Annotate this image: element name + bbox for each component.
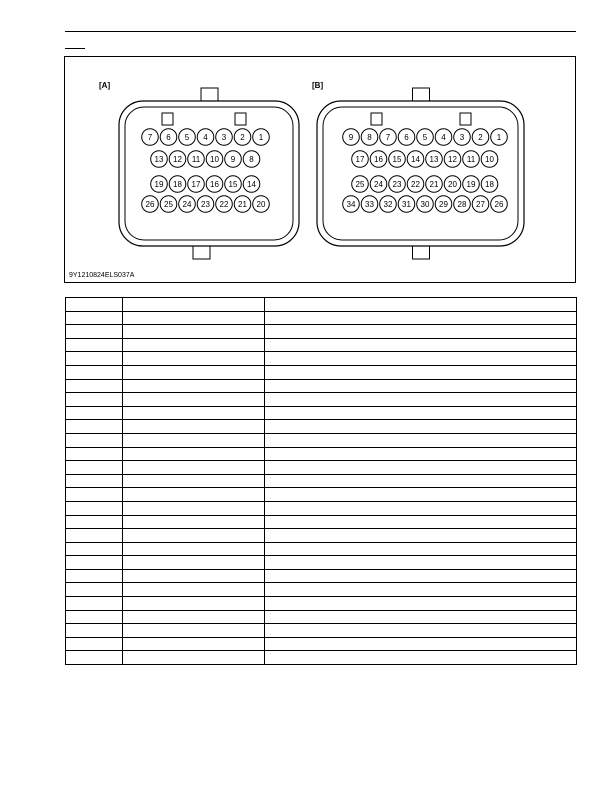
- table-cell: [123, 433, 265, 447]
- connector-a-pin-number: 11: [191, 155, 201, 164]
- table-row: [66, 447, 577, 461]
- connector-b-pin-number: 31: [402, 200, 411, 209]
- table-cell: [66, 406, 123, 420]
- connector-b-pin-number: 18: [485, 180, 494, 189]
- connector-a-pin-number: 12: [173, 155, 182, 164]
- connector-b-pin-number: 22: [411, 180, 420, 189]
- table-cell: [265, 298, 577, 312]
- connector-b-pin-number: 4: [441, 133, 446, 142]
- connector-a-pin-number: 26: [145, 200, 155, 209]
- table-cell: [66, 474, 123, 488]
- table-cell: [123, 352, 265, 366]
- table-cell: [66, 488, 123, 502]
- table-cell: [66, 651, 123, 665]
- table-row: [66, 352, 577, 366]
- table-row: [66, 515, 577, 529]
- connector-b-pin-number: 27: [476, 200, 485, 209]
- table-row: [66, 501, 577, 515]
- table-cell: [265, 406, 577, 420]
- table-row: [66, 420, 577, 434]
- table-cell: [123, 597, 265, 611]
- table-cell: [66, 637, 123, 651]
- table-cell: [66, 338, 123, 352]
- connector-b-pin-number: 34: [346, 200, 356, 209]
- table-cell: [66, 556, 123, 570]
- table-cell: [265, 461, 577, 475]
- connector-b-pin-number: 30: [420, 200, 430, 209]
- connector-b-top-latch: [413, 88, 430, 101]
- table-cell: [123, 637, 265, 651]
- connector-a-pin-number: 25: [164, 200, 173, 209]
- table-cell: [265, 488, 577, 502]
- table-cell: [66, 597, 123, 611]
- table-row: [66, 488, 577, 502]
- connector-a-key: [162, 113, 173, 125]
- table-cell: [66, 433, 123, 447]
- connector-a-pin-number: 8: [249, 155, 254, 164]
- table-cell: [66, 420, 123, 434]
- connector-b-pin-number: 15: [392, 155, 402, 164]
- connector-a-pin-number: 21: [238, 200, 247, 209]
- table-row: [66, 651, 577, 665]
- table-cell: [265, 447, 577, 461]
- connector-a-pin-number: 16: [210, 180, 219, 189]
- connector-b-pin-number: 11: [466, 155, 476, 164]
- table-cell: [265, 393, 577, 407]
- table-cell: [66, 352, 123, 366]
- table-cell: [66, 569, 123, 583]
- table-row: [66, 393, 577, 407]
- table-cell: [66, 379, 123, 393]
- table-cell: [265, 637, 577, 651]
- table-cell: [66, 610, 123, 624]
- connector-a-housing-outer: [119, 101, 299, 246]
- table-cell: [66, 501, 123, 515]
- table-cell: [265, 311, 577, 325]
- table-cell: [123, 529, 265, 543]
- connector-b-bottom-latch: [413, 246, 430, 259]
- table-cell: [265, 325, 577, 339]
- table-row: [66, 311, 577, 325]
- table-cell: [123, 325, 265, 339]
- table-cell: [265, 569, 577, 583]
- connector-a-pin-number: 23: [201, 200, 210, 209]
- connector-a-pin-number: 3: [221, 133, 227, 142]
- table-cell: [123, 624, 265, 638]
- table-row: [66, 624, 577, 638]
- table-row: [66, 569, 577, 583]
- connector-b-pin-number: 24: [374, 180, 383, 189]
- connector-a-label: [A]: [99, 81, 111, 90]
- table-cell: [123, 569, 265, 583]
- connector-a-pin-number: 22: [219, 200, 229, 209]
- connector-a-pin-number: 20: [256, 200, 266, 209]
- connector-b-pin-number: 33: [365, 200, 374, 209]
- connector-b-pin-number: 7: [385, 133, 391, 142]
- connector-b-pin-number: 2: [478, 133, 483, 142]
- connector-b-pin-number: 12: [448, 155, 457, 164]
- table-cell: [265, 542, 577, 556]
- connector-b-pin-number: 6: [404, 133, 409, 142]
- connector-a-pin-number: 18: [173, 180, 182, 189]
- connector-b-key: [460, 113, 471, 125]
- table-cell: [123, 338, 265, 352]
- table-cell: [123, 461, 265, 475]
- connector-b-pin-number: 1: [496, 133, 502, 142]
- table-cell: [66, 311, 123, 325]
- pin-table: [65, 297, 577, 665]
- table-cell: [123, 515, 265, 529]
- table-cell: [66, 325, 123, 339]
- connector-b-pin-number: 16: [374, 155, 383, 164]
- table-cell: [265, 474, 577, 488]
- table-cell: [123, 474, 265, 488]
- table-cell: [123, 365, 265, 379]
- table-row: [66, 610, 577, 624]
- connector-a-bottom-latch: [193, 246, 210, 259]
- table-cell: [66, 365, 123, 379]
- connector-a-pin-number: 1: [258, 133, 264, 142]
- table-row: [66, 379, 577, 393]
- connector-b-pin-number: 3: [459, 133, 465, 142]
- table-cell: [123, 447, 265, 461]
- table-cell: [265, 651, 577, 665]
- table-cell: [265, 352, 577, 366]
- connector-b-pin-number: 26: [494, 200, 504, 209]
- connector-b-pin-number: 32: [383, 200, 393, 209]
- connector-b-pin-number: 17: [355, 155, 365, 164]
- table-cell: [66, 447, 123, 461]
- table-row: [66, 529, 577, 543]
- connector-a-pin-number: 15: [228, 180, 238, 189]
- connector-a-pin-number: 24: [182, 200, 192, 209]
- connector-a-pin-number: 4: [203, 133, 208, 142]
- connector-b-key: [371, 113, 382, 125]
- table-cell: [265, 420, 577, 434]
- connector-b-pin-number: 21: [429, 180, 439, 189]
- table-row: [66, 583, 577, 597]
- connector-b-pin-number: 29: [439, 200, 448, 209]
- connector-b-pin-number: 8: [367, 133, 372, 142]
- table-cell: [66, 529, 123, 543]
- table-row: [66, 365, 577, 379]
- table-cell: [66, 542, 123, 556]
- table-cell: [265, 529, 577, 543]
- table-cell: [123, 651, 265, 665]
- table-cell: [123, 488, 265, 502]
- table-cell: [66, 298, 123, 312]
- table-row: [66, 338, 577, 352]
- table-cell: [265, 624, 577, 638]
- connector-a-pin-number: 13: [154, 155, 164, 164]
- table-row: [66, 325, 577, 339]
- connector-b-pin-number: 9: [348, 133, 354, 142]
- connector-a-pin-number: 17: [191, 180, 201, 189]
- connector-a-top-latch: [201, 88, 218, 101]
- table-cell: [265, 379, 577, 393]
- table-cell: [265, 583, 577, 597]
- table-cell: [123, 311, 265, 325]
- connector-a-pin-number: 6: [166, 133, 171, 142]
- table-cell: [66, 461, 123, 475]
- table-row: [66, 406, 577, 420]
- table-cell: [265, 515, 577, 529]
- table-row: [66, 597, 577, 611]
- connector-a-pin-number: 2: [240, 133, 245, 142]
- table-cell: [123, 298, 265, 312]
- connector-a-pin-number: 7: [147, 133, 153, 142]
- connector-a-pin-number: 5: [184, 133, 190, 142]
- table-cell: [265, 610, 577, 624]
- header-rule: [65, 31, 576, 32]
- table-cell: [265, 433, 577, 447]
- table-cell: [123, 501, 265, 515]
- connector-b-pin-number: 23: [392, 180, 402, 189]
- connector-a-pin-number: 9: [230, 155, 236, 164]
- table-row: [66, 298, 577, 312]
- table-row: [66, 474, 577, 488]
- connector-b-pin-number: 14: [411, 155, 420, 164]
- table-cell: [265, 501, 577, 515]
- table-cell: [123, 420, 265, 434]
- table-cell: [123, 556, 265, 570]
- table-cell: [265, 365, 577, 379]
- table-cell: [265, 556, 577, 570]
- connector-a-pin-number: 10: [210, 155, 219, 164]
- connector-b-label: [B]: [312, 81, 324, 90]
- connector-a-key: [235, 113, 246, 125]
- table-cell: [123, 379, 265, 393]
- table-cell: [123, 583, 265, 597]
- table-row: [66, 556, 577, 570]
- connector-figure: [64, 56, 576, 283]
- table-cell: [123, 610, 265, 624]
- figure-id: 9Y1210824ELS037A: [69, 272, 135, 279]
- connector-b-housing-outer: [317, 101, 524, 246]
- table-cell: [66, 393, 123, 407]
- section-marker: [65, 48, 85, 49]
- table-cell: [123, 406, 265, 420]
- connector-b-pin-number: 19: [466, 180, 476, 189]
- table-cell: [66, 583, 123, 597]
- connector-b-pin-number: 20: [448, 180, 457, 189]
- table-row: [66, 637, 577, 651]
- connector-b-pin-number: 5: [422, 133, 428, 142]
- connector-a-pin-number: 14: [247, 180, 256, 189]
- connector-b-pin-number: 25: [355, 180, 365, 189]
- connector-b-pin-number: 10: [485, 155, 494, 164]
- connector-diagram: [65, 57, 577, 284]
- connector-b-pin-number: 13: [429, 155, 439, 164]
- table-row: [66, 433, 577, 447]
- table-cell: [123, 542, 265, 556]
- connector-b-pin-number: 28: [457, 200, 467, 209]
- table-row: [66, 542, 577, 556]
- connector-a-pin-number: 19: [154, 180, 164, 189]
- table-cell: [265, 597, 577, 611]
- table-cell: [66, 515, 123, 529]
- table-cell: [123, 393, 265, 407]
- table-cell: [66, 624, 123, 638]
- table-row: [66, 461, 577, 475]
- table-cell: [265, 338, 577, 352]
